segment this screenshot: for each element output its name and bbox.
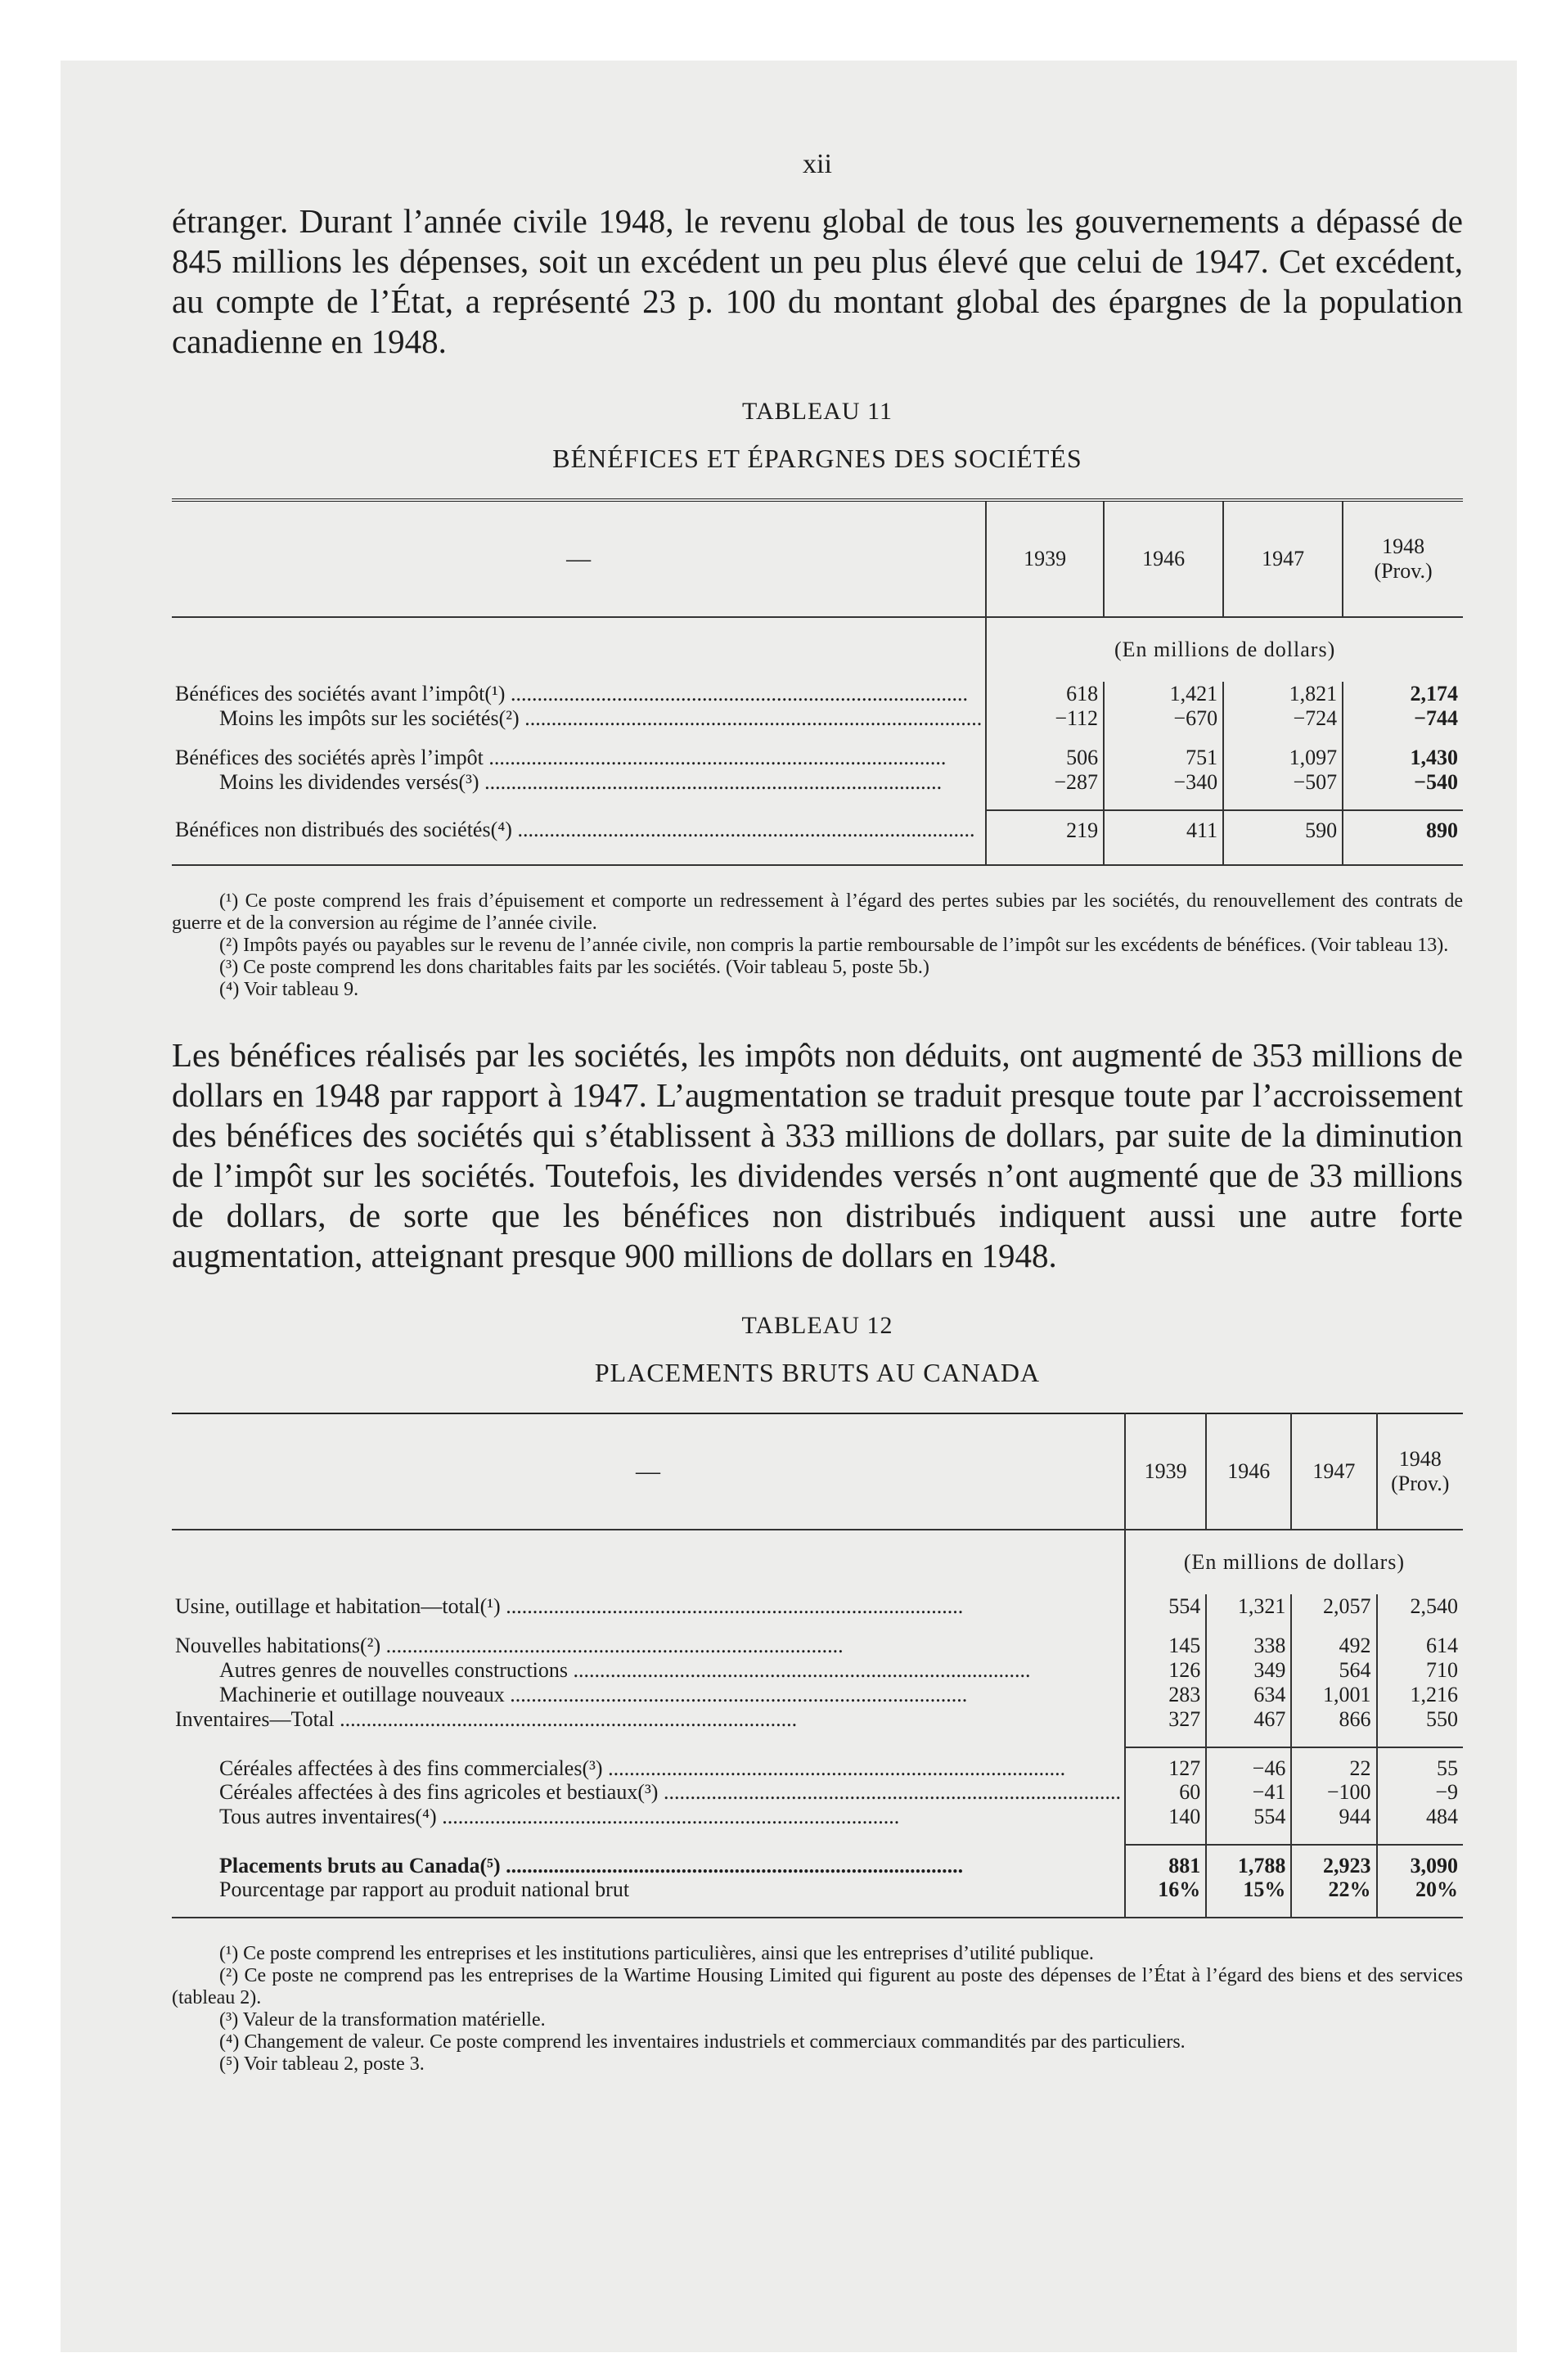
- table11-title: BÉNÉFICES ET ÉPARGNES DES SOCIÉTÉS: [552, 444, 1082, 473]
- table12-unit: (En millions de dollars): [1183, 1550, 1406, 1574]
- page-content: [172, 149, 1463, 2076]
- table-cell: 618: [986, 682, 1104, 706]
- footnote: (⁵) Voir tableau 2, poste 3.: [219, 2053, 425, 2075]
- footnote: (³) Valeur de la transformation matérielle.: [219, 2009, 546, 2031]
- table12-row-label: Machinerie et outillage nouveaux .....: [172, 1683, 1125, 1707]
- table12-row-label: Céréales affectées à des fins commerciales(³) .....: [172, 1747, 1125, 1780]
- table-cell: −340: [1104, 770, 1223, 795]
- table-cell: −287: [986, 770, 1104, 795]
- table-cell: 16%: [1125, 1877, 1206, 1902]
- table-cell: −41: [1206, 1780, 1291, 1805]
- table-cell: 145: [1125, 1634, 1206, 1658]
- table11-dash: —: [566, 545, 592, 572]
- table12-title: PLACEMENTS BRUTS AU CANADA: [594, 1358, 1041, 1387]
- table-cell: 15%: [1206, 1877, 1291, 1902]
- table-cell: 710: [1426, 1658, 1458, 1682]
- table-row: [172, 1634, 1463, 1658]
- table-row: [172, 1683, 1463, 1707]
- table-cell: 2,540: [1410, 1594, 1458, 1618]
- table-cell: 492: [1291, 1634, 1376, 1658]
- table-cell: 506: [986, 746, 1104, 770]
- table-row: [172, 706, 1463, 731]
- table-row: [172, 1877, 1463, 1902]
- table-cell: 1,788: [1206, 1845, 1291, 1877]
- table11-row-label: Bénéfices non distribués des sociétés(⁴) .....: [172, 810, 986, 850]
- table-row: [172, 1658, 1463, 1683]
- table-cell: 327: [1125, 1707, 1206, 1732]
- table-cell: −112: [986, 706, 1104, 731]
- table-cell: 3,090: [1377, 1845, 1464, 1877]
- table12-prov: (Prov.): [1391, 1472, 1450, 1495]
- table12-year-1946: 1946: [1206, 1413, 1291, 1530]
- table11-notes: [172, 890, 1463, 1001]
- table-cell: −724: [1223, 706, 1343, 731]
- table11-year-1947: 1947: [1223, 500, 1343, 617]
- table11-year-1939: 1939: [986, 500, 1104, 617]
- footnote: (⁴) Changement de valeur. Ce poste comprend les inventaires industriels et commerciaux commandités par des particuliers.: [219, 2031, 1186, 2053]
- table-cell: 1,421: [1104, 682, 1223, 706]
- table-cell: 20%: [1415, 1877, 1458, 1901]
- table-cell: 22: [1291, 1747, 1376, 1780]
- intro-paragraph: étranger. Durant l’année civile 1948, le revenu global de tous les gouvernements a dépassé de 845 millions les dépenses, soit un excédent un peu plus élevé que celui de 1947. Cet excédent, au compte de l’État, a représenté 23 p. 100 du montant global des épargnes de la population canadienne en 1948.: [172, 202, 1463, 360]
- table-cell: 283: [1125, 1683, 1206, 1707]
- table-cell: −100: [1291, 1780, 1376, 1805]
- table-row: [172, 746, 1463, 770]
- table-cell: 140: [1125, 1805, 1206, 1829]
- table-cell: 338: [1206, 1634, 1291, 1658]
- table-row: [172, 682, 1463, 706]
- table-cell: 554: [1206, 1805, 1291, 1829]
- table-row: [172, 1780, 1463, 1805]
- table12-year-1947: 1947: [1291, 1413, 1376, 1530]
- table-cell: 634: [1206, 1683, 1291, 1707]
- table-row: [172, 770, 1463, 795]
- table-cell: 2,174: [1410, 682, 1458, 705]
- table12-row-label: Pourcentage par rapport au produit national brut: [172, 1877, 1125, 1902]
- table-cell: 1,430: [1410, 746, 1458, 769]
- table12-row-label: Nouvelles habitations(²) .....: [172, 1634, 1125, 1658]
- table12-row-label: Céréales affectées à des fins agricoles et bestiaux(³) .....: [172, 1780, 1125, 1805]
- table-cell: −9: [1435, 1780, 1458, 1804]
- table-cell: 614: [1426, 1634, 1458, 1657]
- table11-year-1946: 1946: [1104, 500, 1223, 617]
- table-cell: 60: [1125, 1780, 1206, 1805]
- table-cell: −540: [1414, 770, 1458, 794]
- table-row: [172, 1805, 1463, 1829]
- footnote: (¹) Ce poste comprend les entreprises et les institutions particulières, ainsi que les entreprises d’utilité publique.: [219, 1943, 1094, 1964]
- table-cell: 890: [1343, 810, 1463, 850]
- table12-row-label: Autres genres de nouvelles constructions .....: [172, 1658, 1125, 1683]
- table-cell: −744: [1414, 706, 1458, 730]
- table12-dash: —: [635, 1458, 660, 1485]
- table-cell: 22%: [1291, 1877, 1376, 1902]
- table-row: [172, 810, 1463, 850]
- table-row: [172, 1707, 1463, 1732]
- table11-year-1948: 1948 (Prov.): [1343, 500, 1463, 617]
- table12: [172, 1413, 1463, 1920]
- footnote: (¹) Ce poste comprend les frais d’épuisement et comporte un redressement à l’égard des pertes subies par les sociétés, du renouvellement des contrats de guerre et de la conversion au régime de l’année civile.: [172, 890, 1463, 934]
- table11-label: TABLEAU 11: [742, 398, 893, 425]
- footnote: (²) Impôts payés ou payables sur le revenu de l’année civile, non compris la partie remboursable de l’impôt sur les excédents de bénéfices. (Voir tableau 13).: [219, 935, 1449, 956]
- table11-prov: (Prov.): [1374, 559, 1433, 583]
- footnote: (⁴) Voir tableau 9.: [219, 979, 359, 1000]
- table-cell: 564: [1291, 1658, 1376, 1683]
- table-cell: 751: [1104, 746, 1223, 770]
- table-row: [172, 1747, 1463, 1780]
- table11-row-label: Bénéfices des sociétés avant l’impôt(¹) .....: [172, 682, 986, 706]
- page-number: xii: [803, 149, 832, 179]
- table-row: [172, 1594, 1463, 1619]
- footnote: (³) Ce poste comprend les dons charitables faits par les sociétés. (Voir tableau 5, poste 5b.): [219, 957, 929, 978]
- table11-row-label: Moins les dividendes versés(³) .....: [172, 770, 986, 795]
- table12-notes: [172, 1943, 1463, 2076]
- table-cell: 126: [1125, 1658, 1206, 1683]
- table12-year-1939: 1939: [1125, 1413, 1206, 1530]
- table-cell: 1,216: [1410, 1683, 1458, 1706]
- table-cell: −46: [1206, 1747, 1291, 1780]
- table12-row-label: Placements bruts au Canada(⁵) .....: [172, 1845, 1125, 1877]
- table-cell: 467: [1206, 1707, 1291, 1732]
- table-cell: 554: [1125, 1594, 1206, 1619]
- table12-row-label: Tous autres inventaires(⁴) .....: [172, 1805, 1125, 1829]
- table12-row-label: Inventaires—Total .....: [172, 1707, 1125, 1732]
- table-cell: 550: [1426, 1707, 1458, 1731]
- table-cell: −670: [1104, 706, 1223, 731]
- table12-row-label: Usine, outillage et habitation—total(¹) .....: [172, 1594, 1125, 1619]
- table-cell: 1,821: [1223, 682, 1343, 706]
- table-cell: 349: [1206, 1658, 1291, 1683]
- table12-year-1948: 1948 (Prov.): [1377, 1413, 1464, 1530]
- table-cell: 944: [1291, 1805, 1376, 1829]
- table-cell: 127: [1125, 1747, 1206, 1780]
- table-cell: 590: [1223, 810, 1343, 850]
- table-cell: 1,097: [1223, 746, 1343, 770]
- page: [61, 61, 1517, 2352]
- table-cell: 1,321: [1206, 1594, 1291, 1619]
- middle-paragraph: Les bénéfices réalisés par les sociétés, les impôts non déduits, ont augmenté de 353 millions de dollars en 1948 par rapport à 1947. L’augmentation se traduit presque toute par l’accroissement des bénéfices des sociétés qui s’établissent à 333 millions de dollars, par suite de la diminution de l’impôt sur les sociétés. Toutefois, les dividendes versés n’ont augmenté que de 33 millions de dollars, de sorte que les bénéfices non distribués indiquent aussi une autre forte augmentation, atteignant presque 900 millions de dollars en 1948.: [172, 1036, 1463, 1274]
- table-cell: −507: [1223, 770, 1343, 795]
- table12-label: TABLEAU 12: [741, 1312, 893, 1339]
- table11: [172, 498, 1463, 868]
- table-cell: 866: [1291, 1707, 1376, 1732]
- table-cell: 411: [1104, 810, 1223, 850]
- footnote: (²) Ce poste ne comprend pas les entreprises de la Wartime Housing Limited qui figurent au poste des dépenses de l’État à l’égard des biens et des services (tableau 2).: [172, 1965, 1463, 2008]
- table-cell: 2,923: [1291, 1845, 1376, 1877]
- table-cell: 219: [986, 810, 1104, 850]
- table-cell: 881: [1125, 1845, 1206, 1877]
- table11-row-label: Bénéfices des sociétés après l’impôt .....: [172, 746, 986, 770]
- table-cell: 2,057: [1291, 1594, 1376, 1619]
- table11-unit: (En millions de dollars): [1114, 638, 1336, 661]
- table-cell: 484: [1426, 1805, 1458, 1828]
- table-cell: 55: [1377, 1747, 1464, 1780]
- table-cell: 1,001: [1291, 1683, 1376, 1707]
- table-row: [172, 1845, 1463, 1877]
- table11-row-label: Moins les impôts sur les sociétés(²) .....: [172, 706, 986, 731]
